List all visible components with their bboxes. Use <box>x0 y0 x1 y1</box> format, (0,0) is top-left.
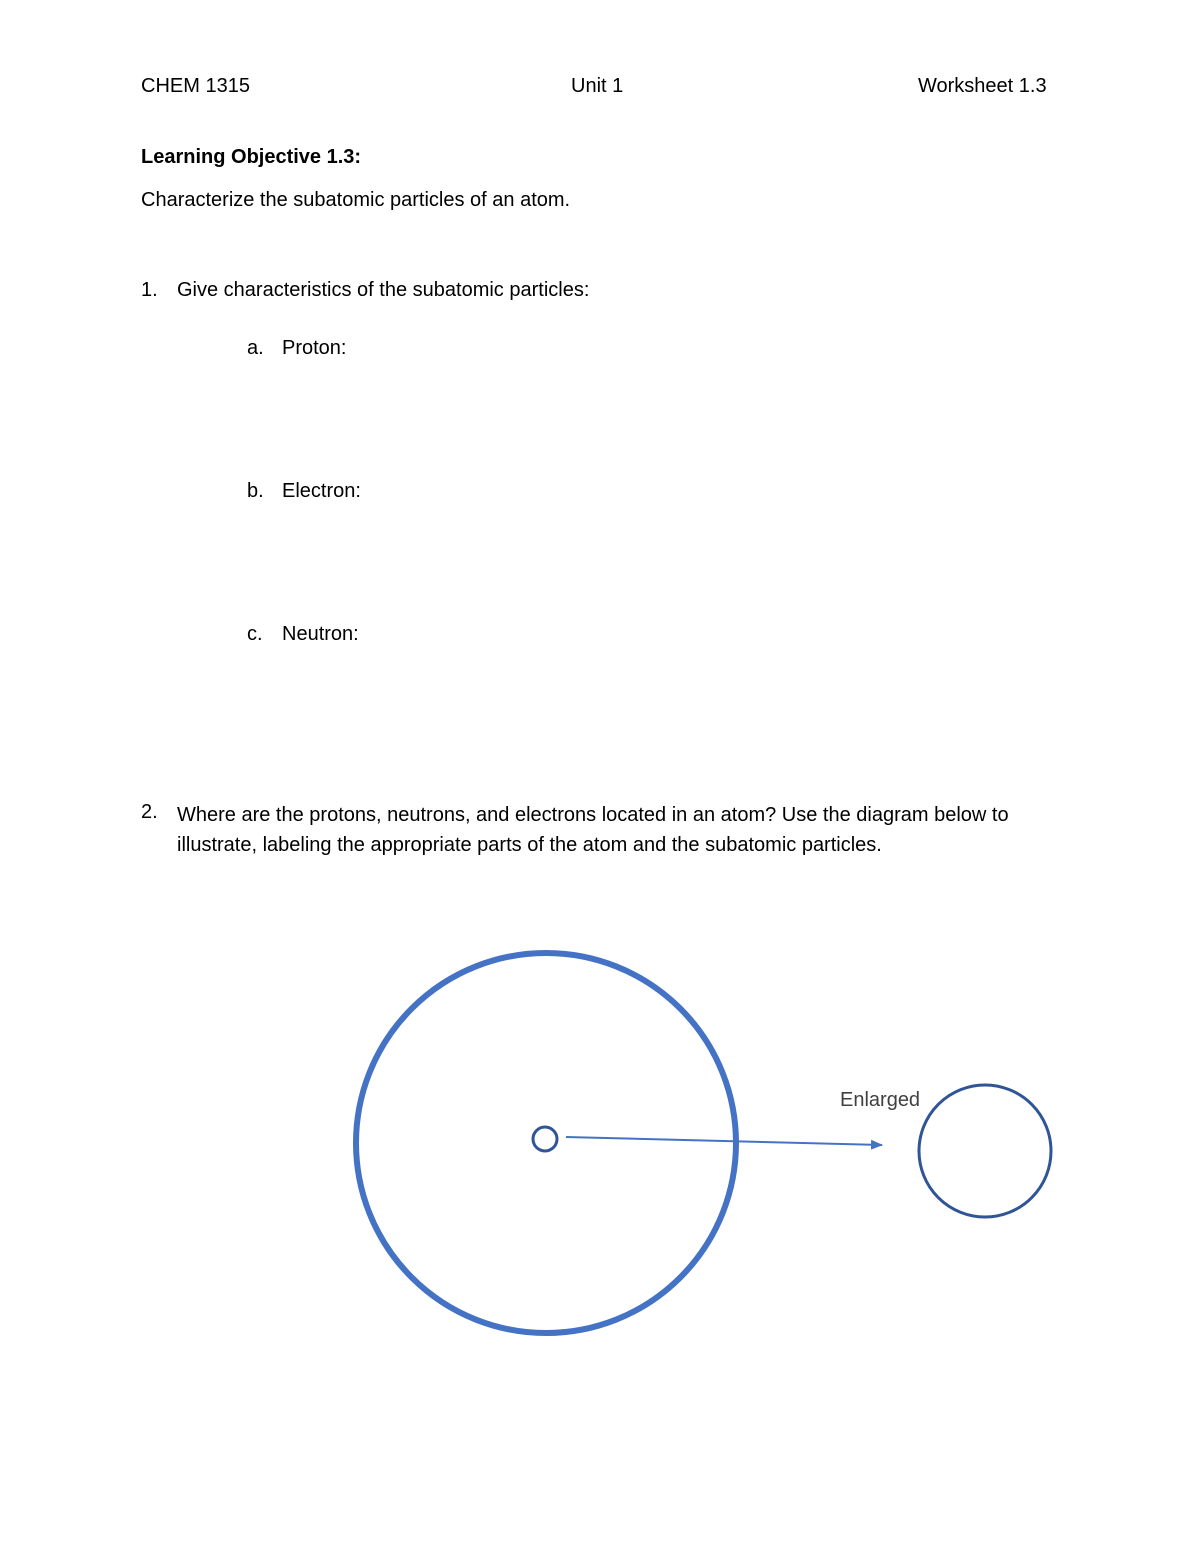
course-header: CHEM 1315 <box>141 75 250 97</box>
atom-outer-circle <box>356 953 736 1333</box>
item-neutron-label: Neutron: <box>282 623 359 645</box>
nucleus-circle <box>533 1127 557 1151</box>
item-b-letter: b. <box>247 480 264 502</box>
item-a-letter: a. <box>247 337 264 359</box>
question-1-text: Give characteristics of the subatomic particles: <box>177 279 590 301</box>
enlarge-arrow <box>566 1137 882 1145</box>
enlarged-label: Enlarged <box>840 1089 921 1111</box>
unit-header: Unit 1 <box>571 75 624 97</box>
item-c-letter: c. <box>247 623 263 645</box>
item-proton-label: Proton: <box>282 337 347 359</box>
question-2-text: Where are the protons, neutrons, and electrons located in an atom? Use the diagram below to illustrate, labeling the appropriate parts of the atom and the subatomic particles. <box>177 804 1009 856</box>
question-2-number: 2. <box>141 801 158 823</box>
item-electron-label: Electron: <box>282 480 361 502</box>
worksheet-header: Worksheet 1.3 <box>918 75 1047 97</box>
enlarged-nucleus-circle <box>919 1085 1051 1217</box>
objective-text: Characterize the subatomic particles of an atom. <box>141 189 571 211</box>
objective-title: Learning Objective 1.3: <box>141 146 362 168</box>
question-1-number: 1. <box>141 279 158 301</box>
